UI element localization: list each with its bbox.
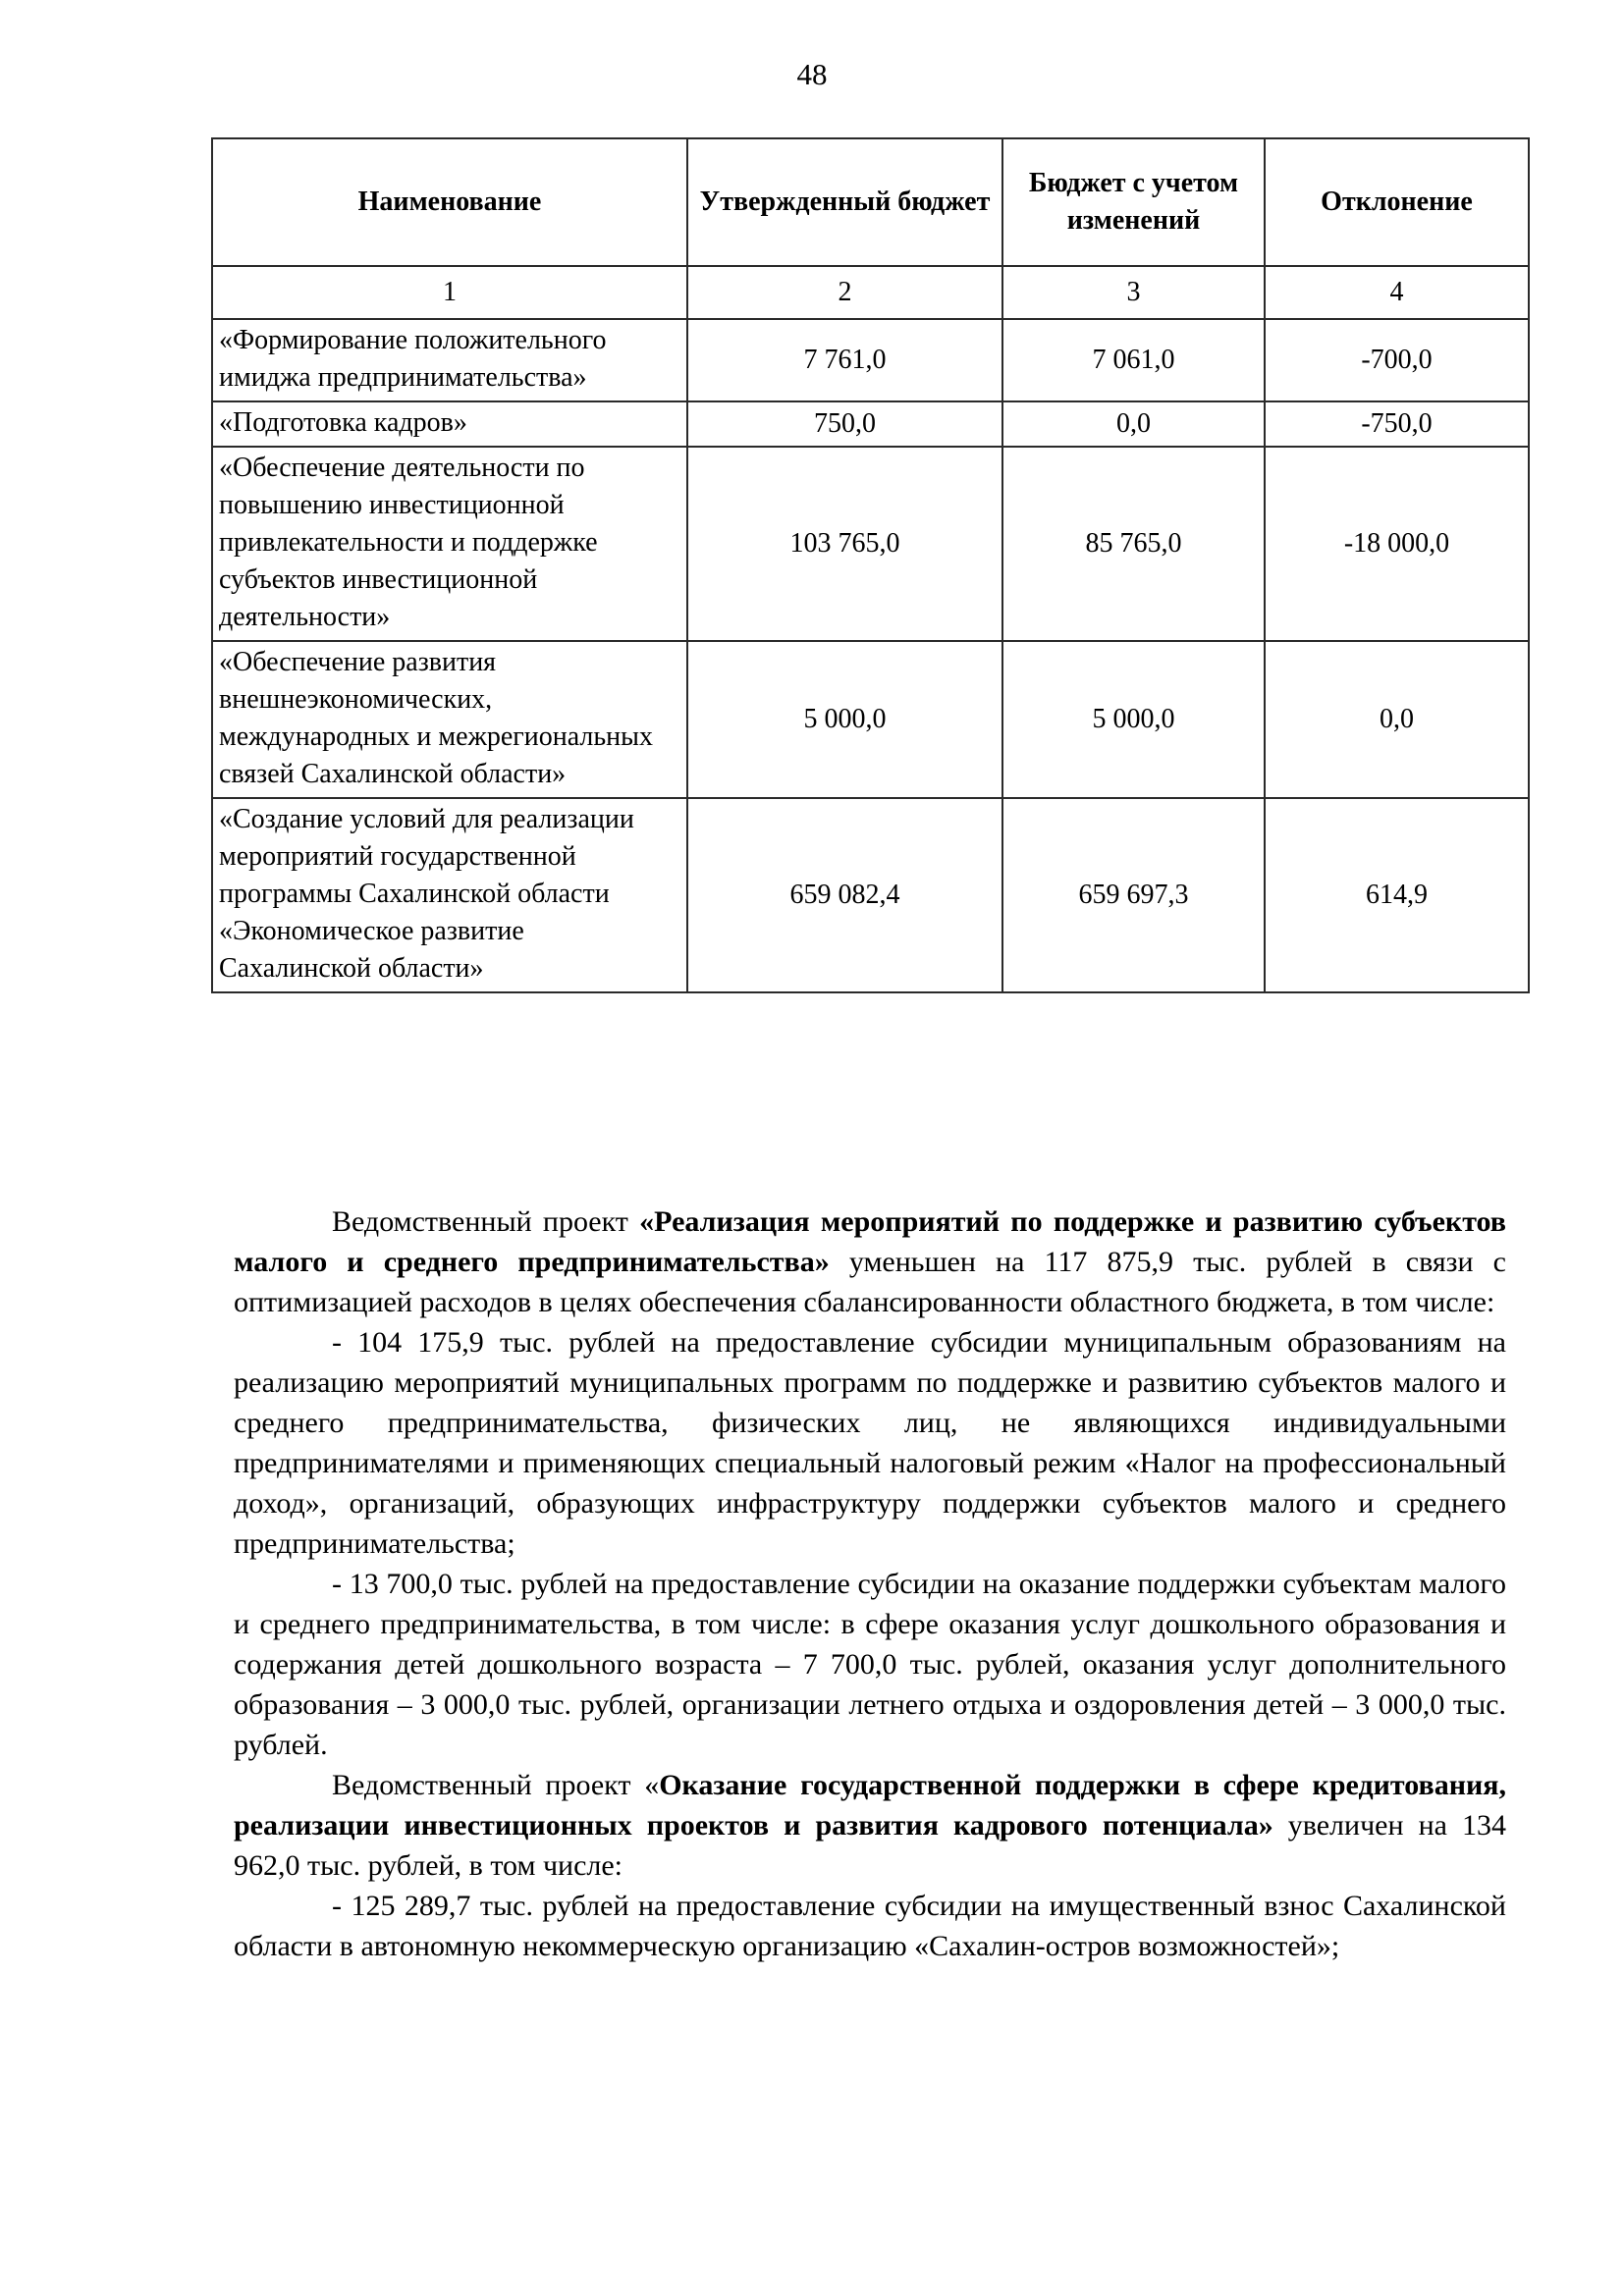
row-revised: 7 061,0 <box>1002 319 1265 401</box>
paragraph-tail: уменьшен на 117 875,9 тыс. рублей в связи с оптимизацией расходов в целях обеспечения сбалансированности областного бюджета, в том числе: <box>234 1246 1506 1318</box>
row-deviation: -700,0 <box>1265 319 1529 401</box>
row-approved: 5 000,0 <box>687 641 1002 798</box>
row-name: «Обеспечение развития внешнеэкономических, международных и межрегиональных связей Сахалинской области» <box>212 641 687 798</box>
column-number: 1 <box>212 266 687 319</box>
table-row <box>212 798 1529 992</box>
column-number: 3 <box>1002 266 1265 319</box>
paragraph-item: - 13 700,0 тыс. рублей на предоставление субсидии на оказание поддержки субъектам малого и среднего предпринимательства, в том числе: в сфере оказания услуг дошкольного образования и содержания детей дошкольного возраста – 7 700,0 тыс. рублей, оказания услуг дополнительного образования – 3 000,0 тыс. рублей, организации летнего отдыха и оздоровления детей – 3 000,0 тыс. рублей. <box>234 1568 1506 1761</box>
row-deviation: -750,0 <box>1265 401 1529 447</box>
row-approved: 750,0 <box>687 401 1002 447</box>
header-revised-budget: Бюджет с учетом изменений <box>1002 138 1265 266</box>
paragraph-tail: увеличен на 134 962,0 тыс. рублей, в том числе: <box>234 1809 1506 1882</box>
header-deviation: Отклонение <box>1265 138 1529 266</box>
paragraph-lead: Ведомственный проект « <box>332 1769 660 1801</box>
project-title: «Реализация мероприятий по поддержке и развитию субъектов малого и среднего предпринимательства» <box>234 1205 1506 1278</box>
row-revised: 85 765,0 <box>1002 447 1265 641</box>
page-number: 48 <box>796 57 828 91</box>
paragraph-lead: Ведомственный проект <box>332 1205 640 1238</box>
row-name: «Создание условий для реализации мероприятий государственной программы Сахалинской области «Экономическое развитие Сахалинской области» <box>212 798 687 992</box>
row-deviation: 614,9 <box>1265 798 1529 992</box>
paragraph-project-1 <box>234 1201 1506 1322</box>
paragraph-item: - 125 289,7 тыс. рублей на предоставление субсидии на имущественный взнос Сахалинской области в автономную некоммерческую организацию «Сахалин-остров возможностей»; <box>234 1890 1506 1962</box>
budget-table <box>211 137 1530 993</box>
column-number: 4 <box>1265 266 1529 319</box>
row-revised: 5 000,0 <box>1002 641 1265 798</box>
table-row <box>212 319 1529 401</box>
row-deviation: -18 000,0 <box>1265 447 1529 641</box>
header-approved-budget: Утвержденный бюджет <box>687 138 1002 266</box>
row-deviation: 0,0 <box>1265 641 1529 798</box>
row-revised: 659 697,3 <box>1002 798 1265 992</box>
table-row <box>212 641 1529 798</box>
table-row <box>212 447 1529 641</box>
row-name: «Формирование положительного имиджа предпринимательства» <box>212 319 687 401</box>
project-title: Оказание государственной поддержки в сфере кредитования, реализации инвестиционных проектов и развития кадрового потенциала» <box>234 1769 1506 1842</box>
row-approved: 103 765,0 <box>687 447 1002 641</box>
paragraph-item: - 104 175,9 тыс. рублей на предоставление субсидии муниципальным образованиям на реализацию мероприятий муниципальных программ по поддержке и развитию субъектов малого и среднего предпринимательства, физических лиц, не являющихся индивидуальными предпринимателями и применяющих специальный налоговый режим «Налог на профессиональный доход», организаций, образующих инфраструктуру поддержки субъектов малого и среднего предпринимательства; <box>234 1326 1506 1560</box>
row-revised: 0,0 <box>1002 401 1265 447</box>
column-number: 2 <box>687 266 1002 319</box>
column-number-row <box>212 266 1529 319</box>
paragraph-project-2 <box>234 1765 1506 1886</box>
body-text <box>234 1201 1506 1966</box>
row-name: «Обеспечение деятельности по повышению инвестиционной привлекательности и поддержке субъектов инвестиционной деятельности» <box>212 447 687 641</box>
table-row <box>212 401 1529 447</box>
row-approved: 659 082,4 <box>687 798 1002 992</box>
row-name: «Подготовка кадров» <box>212 401 687 447</box>
table-header-row <box>212 138 1529 266</box>
row-approved: 7 761,0 <box>687 319 1002 401</box>
header-name: Наименование <box>212 138 687 266</box>
